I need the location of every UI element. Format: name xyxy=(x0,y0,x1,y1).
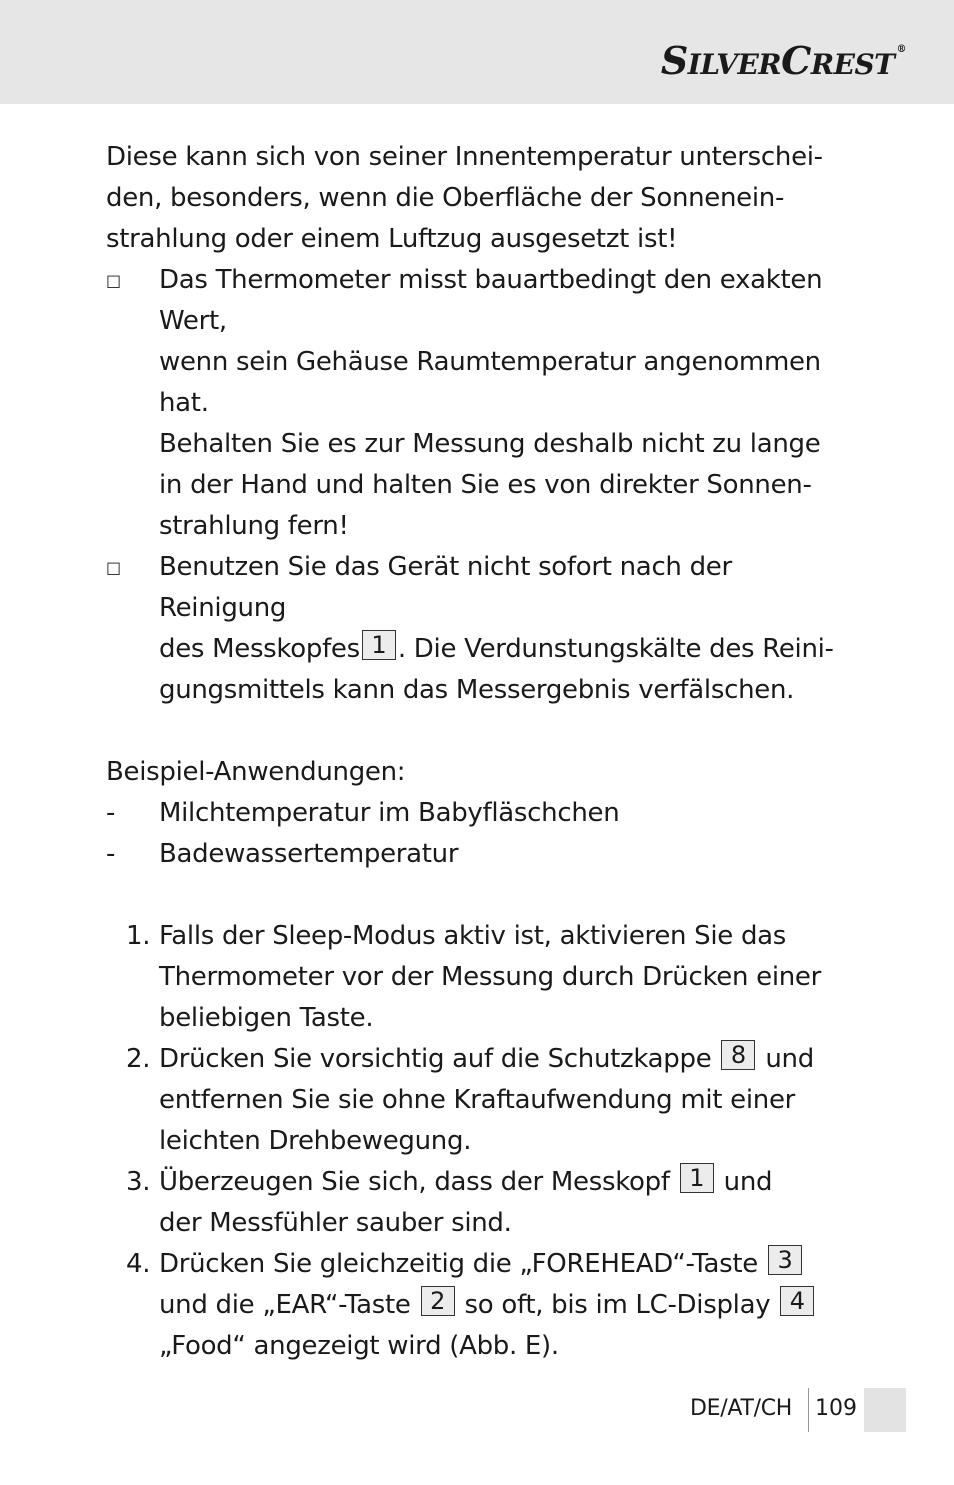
step-number: 1. xyxy=(126,921,151,951)
page-header xyxy=(0,0,954,104)
brand-logo: SILVERCREST ® xyxy=(660,38,906,83)
step-item: 3. Überzeugen Sie sich, dass der Messkopf 1 und der Messfühler sauber sind. xyxy=(126,1164,773,1238)
step-number: 2. xyxy=(126,1044,151,1074)
list-item: - Milchtemperatur im Babyfläschchen xyxy=(106,793,866,834)
reference-number: 1 xyxy=(362,630,396,660)
reference-number: 8 xyxy=(721,1040,755,1070)
bullet-item: □ Benutzen Sie das Gerät nicht sofort nach der Reinigung des Messkopfes 1 . Die Verdunstungskälte des Reini- gungsmittels kann das Messergebnis verfälschen. xyxy=(106,547,866,711)
reference-number: 2 xyxy=(421,1286,455,1316)
step-number: 4. xyxy=(126,1249,151,1279)
dash-bullet-icon: - xyxy=(106,798,116,828)
checkbox-bullet-icon: □ xyxy=(106,558,121,577)
footer-divider xyxy=(808,1388,809,1432)
step-item: 2. Drücken Sie vorsichtig auf die Schutzkappe 8 und entfernen Sie sie ohne Kraftaufwendung mit einer leichten Drehbewegung. xyxy=(126,1041,814,1156)
page-tab xyxy=(864,1388,906,1432)
list-item: - Badewassertemperatur xyxy=(106,834,866,875)
step-item: 1. Falls der Sleep-Modus aktiv ist, aktivieren Sie das Thermometer vor der Messung durch Drücken einer beliebigen Taste. xyxy=(106,916,866,1039)
checkbox-bullet-icon: □ xyxy=(106,271,121,290)
examples-heading: Beispiel-Anwendungen: xyxy=(106,757,406,787)
step-item: 4. Drücken Sie gleichzeitig die „FOREHEAD“-Taste 3 und die „EAR“-Taste 2 so oft, bis im LC-Display 4 „Food“ angezeigt wird (Abb. E). xyxy=(106,1244,866,1367)
dash-bullet-icon: - xyxy=(106,839,116,869)
intro-paragraph: Diese kann sich von seiner Innentemperatur unterschei- den, besonders, wenn die Oberfläche der Sonnenein- strahlung oder einem Luftzug ausgesetzt ist! xyxy=(106,142,823,254)
reference-number: 4 xyxy=(780,1286,814,1316)
bullet-item: □ Das Thermometer misst bauartbedingt den exakten Wert, wenn sein Gehäuse Raumtemperatur angenommen hat. Behalten Sie es zur Messung deshalb nicht zu lange in der Hand und halten Sie es von direkter Sonnen- strahlung fern! xyxy=(106,260,866,547)
step-number: 3. xyxy=(126,1167,151,1197)
language-code: DE/AT/CH xyxy=(690,1396,792,1421)
page-number: 109 xyxy=(815,1396,857,1421)
page-content xyxy=(106,137,866,1367)
reference-number: 3 xyxy=(768,1245,802,1275)
reference-number: 1 xyxy=(680,1163,714,1193)
page-footer xyxy=(0,1388,954,1432)
